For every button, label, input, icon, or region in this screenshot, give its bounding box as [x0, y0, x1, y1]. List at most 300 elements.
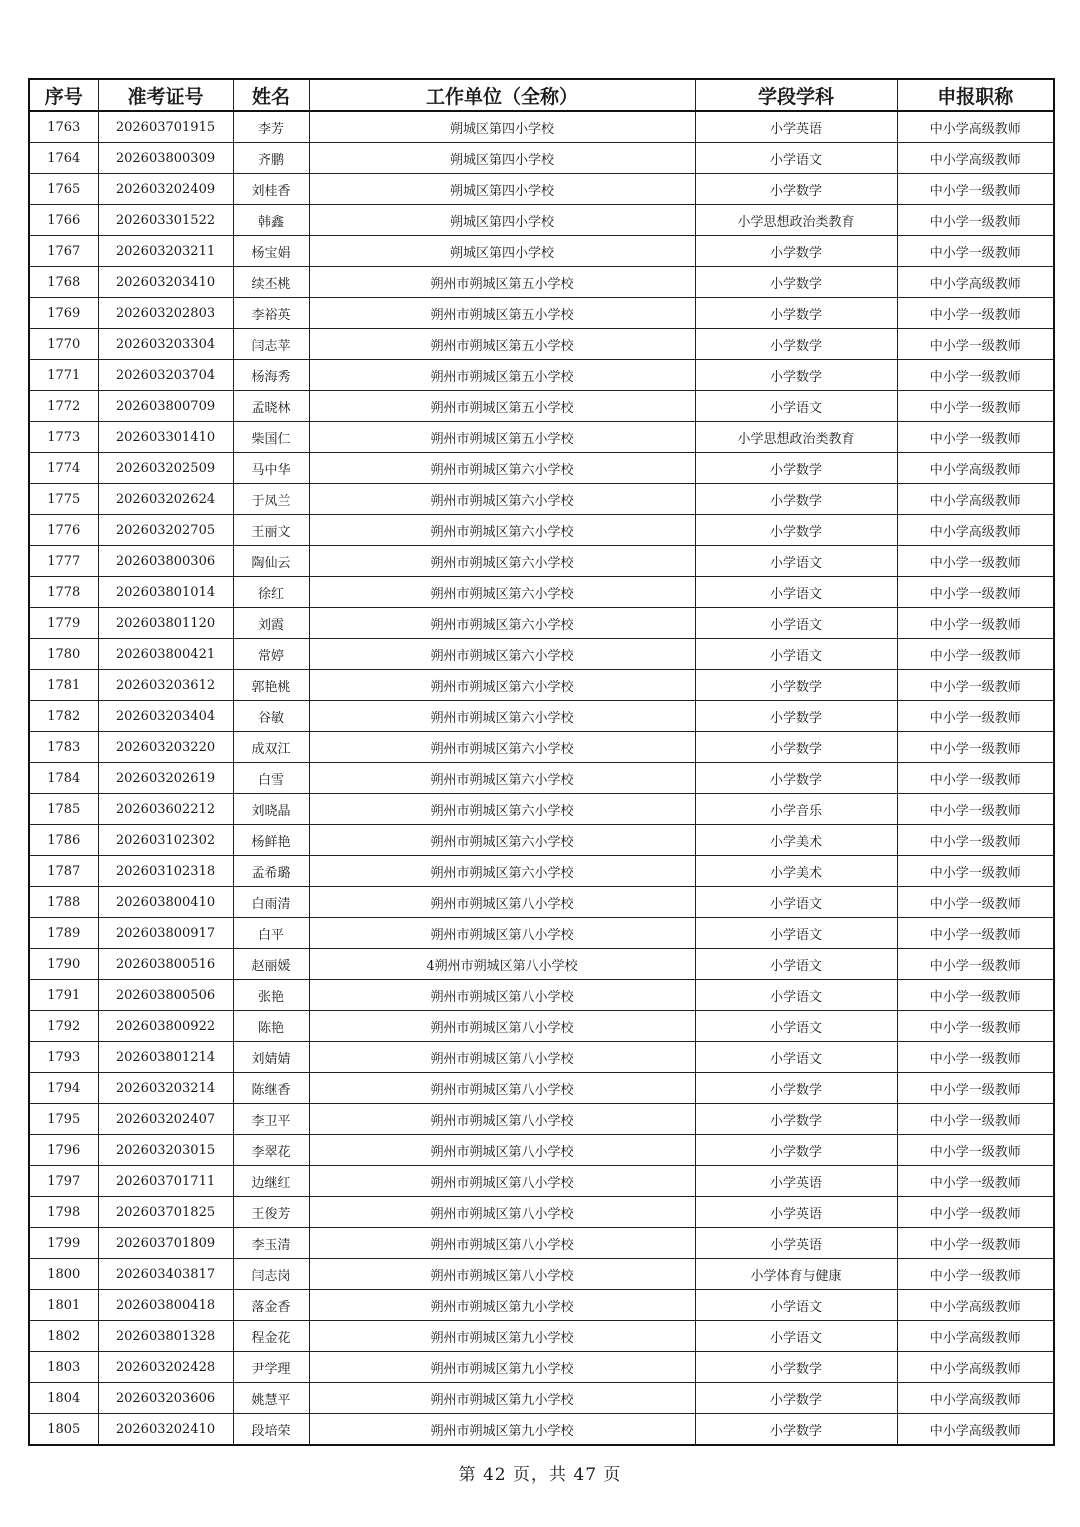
- cell-work-unit: 朔州市朔城区第五小学校: [309, 391, 695, 422]
- table-row: [29, 1321, 1054, 1352]
- cell-exam-number: 202603800922: [98, 1011, 233, 1042]
- cell-exam-number: 202603203612: [98, 670, 233, 701]
- cell-work-unit: 朔州市朔城区第八小学校: [309, 1228, 695, 1259]
- cell-subject: 小学语文: [695, 887, 897, 918]
- cell-exam-number: 202603701915: [98, 111, 233, 143]
- cell-subject: 小学思想政治类教育: [695, 422, 897, 453]
- cell-serial-number: 1797: [29, 1166, 98, 1197]
- cell-work-unit: 朔州市朔城区第六小学校: [309, 732, 695, 763]
- cell-exam-number: 202603301522: [98, 205, 233, 236]
- cell-work-unit: 朔州市朔城区第六小学校: [309, 763, 695, 794]
- cell-work-unit: 朔州市朔城区第八小学校: [309, 1011, 695, 1042]
- cell-subject: 小学数学: [695, 701, 897, 732]
- cell-subject: 小学数学: [695, 1383, 897, 1414]
- cell-title: 中小学一级教师: [897, 639, 1054, 670]
- table-row: [29, 670, 1054, 701]
- cell-serial-number: 1805: [29, 1414, 98, 1446]
- cell-work-unit: 朔州市朔城区第六小学校: [309, 670, 695, 701]
- cell-subject: 小学语文: [695, 608, 897, 639]
- cell-work-unit: 朔州市朔城区第九小学校: [309, 1352, 695, 1383]
- cell-subject: 小学美术: [695, 825, 897, 856]
- cell-work-unit: 朔城区第四小学校: [309, 111, 695, 143]
- cell-exam-number: 202603602212: [98, 794, 233, 825]
- cell-serial-number: 1775: [29, 484, 98, 515]
- header-title: 申报职称: [897, 79, 1054, 111]
- cell-serial-number: 1802: [29, 1321, 98, 1352]
- table-row: [29, 825, 1054, 856]
- cell-name: 程金花: [233, 1321, 309, 1352]
- cell-name: 陈艳: [233, 1011, 309, 1042]
- cell-subject: 小学数学: [695, 1104, 897, 1135]
- cell-title: 中小学一级教师: [897, 1011, 1054, 1042]
- cell-exam-number: 202603203304: [98, 329, 233, 360]
- cell-exam-number: 202603202428: [98, 1352, 233, 1383]
- cell-exam-number: 202603203214: [98, 1073, 233, 1104]
- cell-name: 刘婧婧: [233, 1042, 309, 1073]
- cell-serial-number: 1774: [29, 453, 98, 484]
- page-footer: 第 42 页，共 47 页: [458, 1465, 622, 1485]
- cell-work-unit: 朔州市朔城区第八小学校: [309, 1197, 695, 1228]
- cell-name: 白雪: [233, 763, 309, 794]
- cell-serial-number: 1768: [29, 267, 98, 298]
- cell-title: 中小学一级教师: [897, 1073, 1054, 1104]
- table-row: [29, 360, 1054, 391]
- cell-work-unit: 朔州市朔城区第九小学校: [309, 1383, 695, 1414]
- cell-serial-number: 1801: [29, 1290, 98, 1321]
- table-row: [29, 1228, 1054, 1259]
- cell-title: 中小学高级教师: [897, 453, 1054, 484]
- table-row: [29, 980, 1054, 1011]
- cell-subject: 小学语文: [695, 1321, 897, 1352]
- cell-title: 中小学高级教师: [897, 484, 1054, 515]
- cell-work-unit: 朔州市朔城区第八小学校: [309, 980, 695, 1011]
- cell-work-unit: 朔州市朔城区第六小学校: [309, 639, 695, 670]
- cell-exam-number: 202603102318: [98, 856, 233, 887]
- cell-name: 韩鑫: [233, 205, 309, 236]
- cell-subject: 小学数学: [695, 329, 897, 360]
- cell-work-unit: 朔州市朔城区第八小学校: [309, 1042, 695, 1073]
- cell-work-unit: 朔州市朔城区第九小学校: [309, 1414, 695, 1446]
- cell-title: 中小学一级教师: [897, 1166, 1054, 1197]
- header-exam-number: 准考证号: [98, 79, 233, 111]
- cell-exam-number: 202603202705: [98, 515, 233, 546]
- cell-exam-number: 202603800709: [98, 391, 233, 422]
- table-body: [29, 111, 1054, 1445]
- cell-title: 中小学一级教师: [897, 577, 1054, 608]
- table-row: [29, 111, 1054, 143]
- table-row: [29, 1290, 1054, 1321]
- table-row: [29, 794, 1054, 825]
- cell-title: 中小学一级教师: [897, 918, 1054, 949]
- cell-serial-number: 1790: [29, 949, 98, 980]
- table-row: [29, 732, 1054, 763]
- cell-subject: 小学音乐: [695, 794, 897, 825]
- cell-title: 中小学一级教师: [897, 701, 1054, 732]
- cell-serial-number: 1795: [29, 1104, 98, 1135]
- table-row: [29, 1414, 1054, 1446]
- cell-title: 中小学高级教师: [897, 111, 1054, 143]
- cell-title: 中小学高级教师: [897, 1414, 1054, 1446]
- cell-name: 续丕桃: [233, 267, 309, 298]
- cell-name: 李芳: [233, 111, 309, 143]
- cell-exam-number: 202603203410: [98, 267, 233, 298]
- cell-subject: 小学语文: [695, 546, 897, 577]
- cell-exam-number: 202603801328: [98, 1321, 233, 1352]
- cell-title: 中小学一级教师: [897, 1042, 1054, 1073]
- cell-title: 中小学高级教师: [897, 1321, 1054, 1352]
- cell-title: 中小学一级教师: [897, 1259, 1054, 1290]
- cell-work-unit: 朔州市朔城区第五小学校: [309, 360, 695, 391]
- cell-work-unit: 朔州市朔城区第六小学校: [309, 701, 695, 732]
- cell-title: 中小学一级教师: [897, 949, 1054, 980]
- cell-work-unit: 朔州市朔城区第八小学校: [309, 887, 695, 918]
- cell-serial-number: 1787: [29, 856, 98, 887]
- cell-exam-number: 202603800421: [98, 639, 233, 670]
- cell-subject: 小学数学: [695, 267, 897, 298]
- table-row: [29, 1042, 1054, 1073]
- cell-title: 中小学一级教师: [897, 1228, 1054, 1259]
- cell-name: 边继红: [233, 1166, 309, 1197]
- cell-work-unit: 朔州市朔城区第六小学校: [309, 825, 695, 856]
- cell-exam-number: 202603800506: [98, 980, 233, 1011]
- cell-exam-number: 202603301410: [98, 422, 233, 453]
- table-row: [29, 1259, 1054, 1290]
- cell-subject: 小学美术: [695, 856, 897, 887]
- cell-work-unit: 朔城区第四小学校: [309, 205, 695, 236]
- table-row: [29, 918, 1054, 949]
- cell-title: 中小学一级教师: [897, 1135, 1054, 1166]
- table-row: [29, 1383, 1054, 1414]
- cell-exam-number: 202603800306: [98, 546, 233, 577]
- table-row: [29, 205, 1054, 236]
- cell-name: 王俊芳: [233, 1197, 309, 1228]
- cell-title: 中小学一级教师: [897, 825, 1054, 856]
- cell-serial-number: 1798: [29, 1197, 98, 1228]
- applicant-table: [28, 78, 1055, 1446]
- table-row: [29, 639, 1054, 670]
- table-row: [29, 1073, 1054, 1104]
- cell-name: 赵丽媛: [233, 949, 309, 980]
- cell-name: 徐红: [233, 577, 309, 608]
- table-row: [29, 1011, 1054, 1042]
- cell-name: 陈继香: [233, 1073, 309, 1104]
- cell-exam-number: 202603203211: [98, 236, 233, 267]
- cell-subject: 小学英语: [695, 111, 897, 143]
- cell-work-unit: 朔州市朔城区第六小学校: [309, 453, 695, 484]
- cell-serial-number: 1763: [29, 111, 98, 143]
- cell-subject: 小学数学: [695, 515, 897, 546]
- cell-serial-number: 1786: [29, 825, 98, 856]
- cell-name: 刘桂香: [233, 174, 309, 205]
- cell-work-unit: 朔州市朔城区第八小学校: [309, 1259, 695, 1290]
- cell-serial-number: 1780: [29, 639, 98, 670]
- table-row: [29, 546, 1054, 577]
- cell-name: 王丽文: [233, 515, 309, 546]
- cell-title: 中小学一级教师: [897, 1197, 1054, 1228]
- cell-serial-number: 1784: [29, 763, 98, 794]
- table-row: [29, 856, 1054, 887]
- table-row: [29, 1135, 1054, 1166]
- table-row: [29, 887, 1054, 918]
- cell-name: 段培荣: [233, 1414, 309, 1446]
- cell-name: 闫志苹: [233, 329, 309, 360]
- cell-exam-number: 202603800917: [98, 918, 233, 949]
- cell-name: 杨宝娟: [233, 236, 309, 267]
- cell-subject: 小学语文: [695, 980, 897, 1011]
- cell-work-unit: 朔州市朔城区第六小学校: [309, 515, 695, 546]
- table-row: [29, 1166, 1054, 1197]
- cell-subject: 小学数学: [695, 360, 897, 391]
- cell-name: 姚慧平: [233, 1383, 309, 1414]
- cell-title: 中小学一级教师: [897, 670, 1054, 701]
- cell-exam-number: 202603202409: [98, 174, 233, 205]
- cell-serial-number: 1766: [29, 205, 98, 236]
- cell-exam-number: 202603701825: [98, 1197, 233, 1228]
- cell-title: 中小学高级教师: [897, 515, 1054, 546]
- cell-title: 中小学高级教师: [897, 143, 1054, 174]
- cell-subject: 小学语文: [695, 949, 897, 980]
- cell-name: 李翠花: [233, 1135, 309, 1166]
- cell-subject: 小学语文: [695, 577, 897, 608]
- cell-serial-number: 1785: [29, 794, 98, 825]
- cell-subject: 小学数学: [695, 763, 897, 794]
- cell-serial-number: 1788: [29, 887, 98, 918]
- cell-work-unit: 朔州市朔城区第五小学校: [309, 329, 695, 360]
- cell-serial-number: 1794: [29, 1073, 98, 1104]
- cell-subject: 小学数学: [695, 484, 897, 515]
- cell-exam-number: 202603801120: [98, 608, 233, 639]
- cell-exam-number: 202603203704: [98, 360, 233, 391]
- cell-title: 中小学高级教师: [897, 267, 1054, 298]
- cell-work-unit: 朔州市朔城区第五小学校: [309, 422, 695, 453]
- cell-subject: 小学数学: [695, 732, 897, 763]
- cell-serial-number: 1767: [29, 236, 98, 267]
- cell-name: 李玉清: [233, 1228, 309, 1259]
- cell-name: 孟希璐: [233, 856, 309, 887]
- cell-name: 马中华: [233, 453, 309, 484]
- cell-serial-number: 1771: [29, 360, 98, 391]
- cell-serial-number: 1777: [29, 546, 98, 577]
- cell-title: 中小学高级教师: [897, 1352, 1054, 1383]
- table-row: [29, 1104, 1054, 1135]
- cell-exam-number: 202603800516: [98, 949, 233, 980]
- cell-work-unit: 朔州市朔城区第六小学校: [309, 794, 695, 825]
- table-row: [29, 608, 1054, 639]
- cell-exam-number: 202603203220: [98, 732, 233, 763]
- cell-name: 谷敏: [233, 701, 309, 732]
- cell-subject: 小学数学: [695, 174, 897, 205]
- cell-title: 中小学一级教师: [897, 422, 1054, 453]
- cell-name: 郭艳桃: [233, 670, 309, 701]
- cell-serial-number: 1791: [29, 980, 98, 1011]
- cell-serial-number: 1782: [29, 701, 98, 732]
- cell-exam-number: 202603800410: [98, 887, 233, 918]
- table-row: [29, 298, 1054, 329]
- cell-subject: 小学数学: [695, 670, 897, 701]
- table-row: [29, 577, 1054, 608]
- cell-title: 中小学一级教师: [897, 856, 1054, 887]
- cell-title: 中小学一级教师: [897, 391, 1054, 422]
- cell-exam-number: 202603102302: [98, 825, 233, 856]
- cell-title: 中小学高级教师: [897, 1383, 1054, 1414]
- cell-subject: 小学英语: [695, 1228, 897, 1259]
- cell-serial-number: 1770: [29, 329, 98, 360]
- cell-work-unit: 朔州市朔城区第八小学校: [309, 1135, 695, 1166]
- cell-subject: 小学数学: [695, 1414, 897, 1446]
- table-row: [29, 1197, 1054, 1228]
- cell-serial-number: 1803: [29, 1352, 98, 1383]
- cell-subject: 小学语文: [695, 1011, 897, 1042]
- cell-subject: 小学语文: [695, 1042, 897, 1073]
- cell-exam-number: 202603801014: [98, 577, 233, 608]
- cell-serial-number: 1800: [29, 1259, 98, 1290]
- cell-work-unit: 朔州市朔城区第六小学校: [309, 577, 695, 608]
- cell-work-unit: 朔州市朔城区第六小学校: [309, 608, 695, 639]
- cell-name: 常婷: [233, 639, 309, 670]
- header-work-unit: 工作单位（全称）: [309, 79, 695, 111]
- cell-exam-number: 202603202803: [98, 298, 233, 329]
- cell-exam-number: 202603203606: [98, 1383, 233, 1414]
- cell-name: 刘霞: [233, 608, 309, 639]
- cell-subject: 小学语文: [695, 1290, 897, 1321]
- cell-exam-number: 202603701711: [98, 1166, 233, 1197]
- cell-exam-number: 202603701809: [98, 1228, 233, 1259]
- cell-subject: 小学语文: [695, 639, 897, 670]
- cell-name: 白雨清: [233, 887, 309, 918]
- cell-work-unit: 朔州市朔城区第八小学校: [309, 1104, 695, 1135]
- cell-exam-number: 202603800418: [98, 1290, 233, 1321]
- table-row: [29, 763, 1054, 794]
- cell-subject: 小学英语: [695, 1197, 897, 1228]
- cell-subject: 小学数学: [695, 298, 897, 329]
- cell-title: 中小学一级教师: [897, 980, 1054, 1011]
- cell-exam-number: 202603800309: [98, 143, 233, 174]
- cell-title: 中小学一级教师: [897, 205, 1054, 236]
- cell-subject: 小学数学: [695, 453, 897, 484]
- cell-title: 中小学一级教师: [897, 887, 1054, 918]
- cell-exam-number: 202603202619: [98, 763, 233, 794]
- cell-name: 闫志岗: [233, 1259, 309, 1290]
- cell-title: 中小学一级教师: [897, 174, 1054, 205]
- cell-serial-number: 1764: [29, 143, 98, 174]
- header-name: 姓名: [233, 79, 309, 111]
- cell-serial-number: 1776: [29, 515, 98, 546]
- cell-title: 中小学一级教师: [897, 732, 1054, 763]
- table-row: [29, 422, 1054, 453]
- cell-serial-number: 1772: [29, 391, 98, 422]
- cell-name: 柴国仁: [233, 422, 309, 453]
- header-row: [29, 79, 1054, 111]
- cell-name: 于凤兰: [233, 484, 309, 515]
- cell-serial-number: 1769: [29, 298, 98, 329]
- cell-work-unit: 朔州市朔城区第六小学校: [309, 856, 695, 887]
- cell-title: 中小学一级教师: [897, 608, 1054, 639]
- table-row: [29, 484, 1054, 515]
- table-row: [29, 701, 1054, 732]
- cell-name: 成双江: [233, 732, 309, 763]
- cell-work-unit: 朔州市朔城区第六小学校: [309, 546, 695, 577]
- cell-work-unit: 朔州市朔城区第八小学校: [309, 1073, 695, 1104]
- table-row: [29, 174, 1054, 205]
- cell-title: 中小学一级教师: [897, 298, 1054, 329]
- cell-name: 张艳: [233, 980, 309, 1011]
- cell-name: 杨海秀: [233, 360, 309, 391]
- cell-serial-number: 1773: [29, 422, 98, 453]
- cell-serial-number: 1793: [29, 1042, 98, 1073]
- table-row: [29, 1352, 1054, 1383]
- cell-name: 刘晓晶: [233, 794, 309, 825]
- cell-exam-number: 202603202509: [98, 453, 233, 484]
- table-header: [29, 79, 1054, 111]
- cell-title: 中小学一级教师: [897, 763, 1054, 794]
- cell-exam-number: 202603202624: [98, 484, 233, 515]
- cell-subject: 小学语文: [695, 391, 897, 422]
- cell-exam-number: 202603403817: [98, 1259, 233, 1290]
- cell-name: 白平: [233, 918, 309, 949]
- cell-subject: 小学英语: [695, 1166, 897, 1197]
- table-row: [29, 143, 1054, 174]
- cell-subject: 小学数学: [695, 1073, 897, 1104]
- cell-name: 李卫平: [233, 1104, 309, 1135]
- cell-subject: 小学语文: [695, 143, 897, 174]
- cell-work-unit: 朔州市朔城区第八小学校: [309, 1166, 695, 1197]
- cell-serial-number: 1765: [29, 174, 98, 205]
- cell-serial-number: 1799: [29, 1228, 98, 1259]
- cell-title: 中小学一级教师: [897, 794, 1054, 825]
- cell-serial-number: 1792: [29, 1011, 98, 1042]
- cell-name: 齐鹏: [233, 143, 309, 174]
- cell-exam-number: 202603202410: [98, 1414, 233, 1446]
- cell-subject: 小学语文: [695, 918, 897, 949]
- cell-serial-number: 1804: [29, 1383, 98, 1414]
- table-row: [29, 236, 1054, 267]
- cell-work-unit: 朔州市朔城区第五小学校: [309, 298, 695, 329]
- cell-serial-number: 1778: [29, 577, 98, 608]
- cell-title: 中小学一级教师: [897, 1104, 1054, 1135]
- cell-name: 陶仙云: [233, 546, 309, 577]
- cell-serial-number: 1789: [29, 918, 98, 949]
- cell-work-unit: 4朔州市朔城区第八小学校: [309, 949, 695, 980]
- cell-name: 孟晓林: [233, 391, 309, 422]
- table-row: [29, 391, 1054, 422]
- cell-title: 中小学一级教师: [897, 360, 1054, 391]
- table-row: [29, 453, 1054, 484]
- table-row: [29, 329, 1054, 360]
- cell-subject: 小学数学: [695, 236, 897, 267]
- cell-title: 中小学高级教师: [897, 1290, 1054, 1321]
- cell-work-unit: 朔城区第四小学校: [309, 174, 695, 205]
- cell-exam-number: 202603801214: [98, 1042, 233, 1073]
- table-row: [29, 515, 1054, 546]
- cell-work-unit: 朔州市朔城区第九小学校: [309, 1290, 695, 1321]
- cell-name: 落金香: [233, 1290, 309, 1321]
- cell-work-unit: 朔州市朔城区第九小学校: [309, 1321, 695, 1352]
- cell-title: 中小学一级教师: [897, 546, 1054, 577]
- cell-serial-number: 1783: [29, 732, 98, 763]
- cell-subject: 小学数学: [695, 1135, 897, 1166]
- header-serial-number: 序号: [29, 79, 98, 111]
- cell-work-unit: 朔城区第四小学校: [309, 143, 695, 174]
- cell-subject: 小学思想政治类教育: [695, 205, 897, 236]
- cell-exam-number: 202603203404: [98, 701, 233, 732]
- cell-exam-number: 202603203015: [98, 1135, 233, 1166]
- cell-name: 杨鲜艳: [233, 825, 309, 856]
- cell-work-unit: 朔城区第四小学校: [309, 236, 695, 267]
- cell-work-unit: 朔州市朔城区第五小学校: [309, 267, 695, 298]
- cell-title: 中小学一级教师: [897, 329, 1054, 360]
- cell-serial-number: 1796: [29, 1135, 98, 1166]
- cell-title: 中小学一级教师: [897, 236, 1054, 267]
